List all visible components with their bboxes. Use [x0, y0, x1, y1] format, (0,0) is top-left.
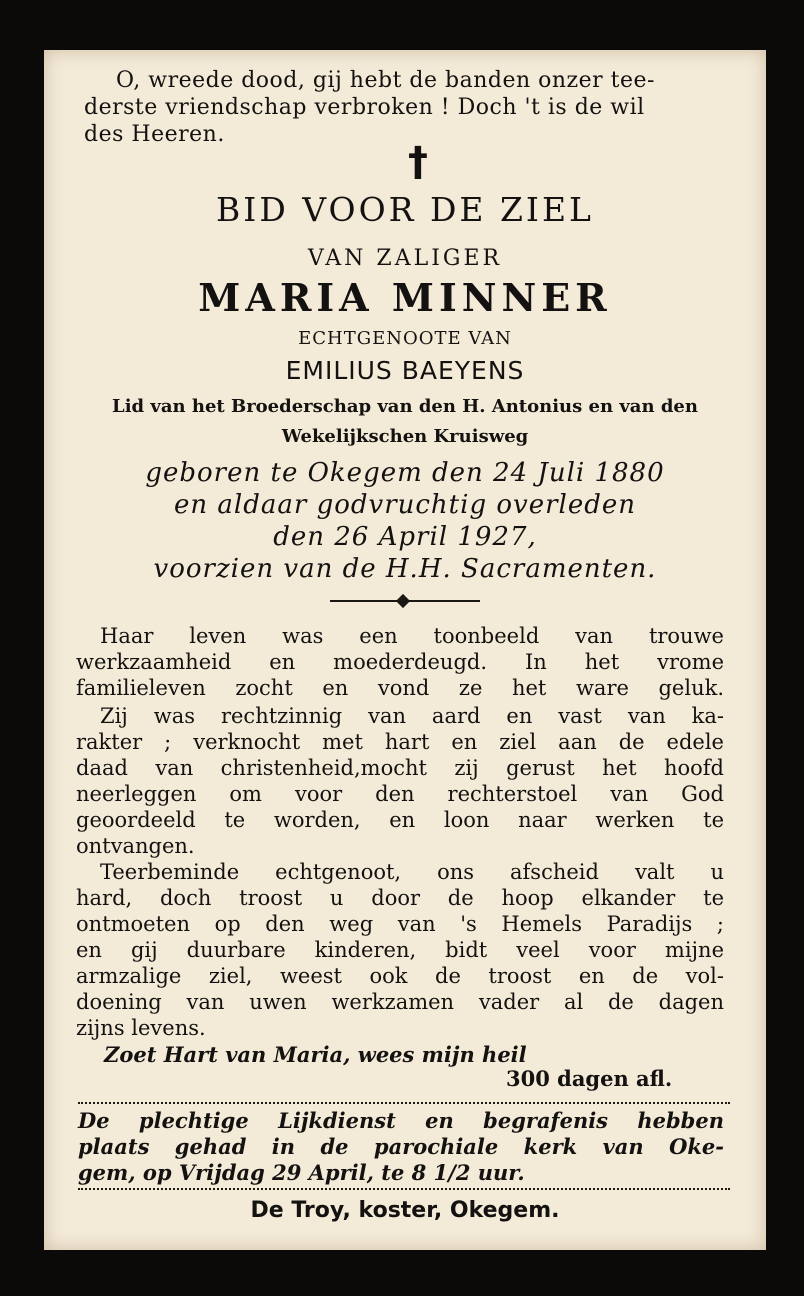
paragraph-2-line-5: geoordeeld te worden, en loon naar werken te	[76, 808, 724, 832]
paragraph-3-line-5: armzalige ziel, weest ook de troost en de vol-	[76, 964, 724, 988]
cross-icon: †	[408, 139, 428, 185]
ornamental-divider	[330, 600, 480, 602]
membership-line-2: Wekelijkschen Kruisweg	[281, 426, 529, 447]
memorial-card	[44, 50, 766, 1250]
funeral-line-2: plaats gehad in de parochiale kerk van Oke-	[78, 1134, 724, 1159]
paragraph-1-line-2: werkzaamheid en moederdeugd. In het vrome	[76, 650, 724, 674]
husband-name: EMILIUS BAEYENS	[285, 356, 525, 385]
paragraph-3-line-3: ontmoeten op den weg van 's Hemels Paradijs ;	[76, 912, 724, 936]
dotted-rule-bottom	[78, 1188, 730, 1190]
birth-line: geboren te Okegem den 24 Juli 1880	[145, 458, 665, 488]
echtgenoote-van: ECHTGENOOTE VAN	[298, 328, 512, 349]
sacraments-line: voorzien van de H.H. Sacramenten.	[153, 554, 657, 584]
paragraph-2-line-3: daad van christenheid,mocht zij gerust het hoofd	[76, 756, 724, 780]
deceased-name: MARIA MINNER	[198, 275, 612, 320]
paragraph-2-line-1: Zij was rechtzinnig van aard en vast van ka-	[100, 704, 724, 728]
paragraph-2-line-2: rakter ; verknocht met hart en ziel aan de edele	[76, 730, 724, 754]
intro-line-2: derste vriendschap verbroken ! Doch 't is de wil	[84, 95, 645, 120]
paragraph-3-line-4: en gij duurbare kinderen, bidt veel voor mijne	[76, 938, 724, 962]
heading-bid-voor-de-ziel: BID VOOR DE ZIEL	[216, 190, 594, 229]
paragraph-3-line-1: Teerbeminde echtgenoot, ons afscheid valt u	[100, 860, 724, 884]
paragraph-2-line-4: neerleggen om voor den rechterstoel van God	[76, 782, 724, 806]
paragraph-1-line-1: Haar leven was een toonbeeld van trouwe	[100, 624, 724, 648]
printer-line: De Troy, koster, Okegem.	[250, 1198, 560, 1223]
death-line: en aldaar godvruchtig overleden	[174, 490, 636, 520]
dotted-rule-top	[78, 1102, 730, 1104]
prayer-line: Zoet Hart van Maria, wees mijn heil	[104, 1042, 527, 1067]
paragraph-3-line-6: doening van uwen werkzamen vader al de dagen	[76, 990, 724, 1014]
paragraph-3-line-7: zijns levens.	[76, 1016, 206, 1040]
membership-line-1: Lid van het Broederschap van den H. Antonius en van den	[112, 396, 698, 417]
intro-line-1: O, wreede dood, gij hebt de banden onzer tee-	[116, 68, 655, 93]
paragraph-3-line-2: hard, doch troost u door de hoop elkander te	[76, 886, 724, 910]
paragraph-2-line-6: ontvangen.	[76, 834, 195, 858]
funeral-line-1: De plechtige Lijkdienst en begrafenis hebben	[78, 1108, 724, 1133]
death-date: den 26 April 1927,	[273, 522, 537, 552]
paragraph-1-line-3: familieleven zocht en vond ze het ware geluk.	[76, 676, 724, 700]
van-zaliger: VAN ZALIGER	[307, 246, 503, 271]
funeral-line-3: gem, op Vrijdag 29 April, te 8 1/2 uur.	[78, 1160, 525, 1185]
intro-line-3: des Heeren.	[84, 122, 225, 147]
indulgence-line: 300 dagen afl.	[506, 1066, 673, 1091]
